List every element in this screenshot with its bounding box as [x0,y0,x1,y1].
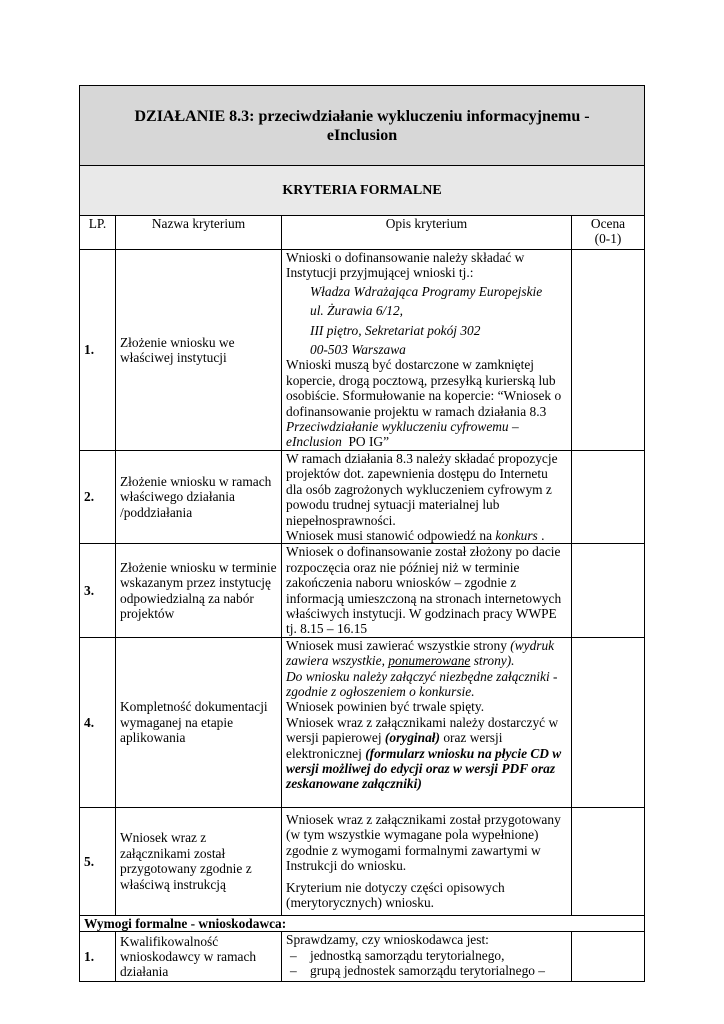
desc-italic: (wydruk zawiera wszystkie, [286,637,555,669]
score-cell[interactable] [572,637,645,807]
header-lp: LP. [80,216,116,250]
list-item [286,963,567,978]
header-row [80,216,645,250]
criterion-name: Złożenie wniosku w ramach właściwego działania /poddziałania [116,450,282,543]
desc-text: Wniosek powinien być trwale spięty. [286,699,485,715]
table-row [80,250,645,451]
criterion-description [282,544,572,637]
address-line: Władza Wdrażająca Programy Europejskie [310,283,543,299]
desc-text: Sprawdzamy, czy wnioskodawca jest: [286,932,489,948]
desc-span: . [537,527,545,543]
criterion-description [282,450,572,543]
desc-text [286,357,567,449]
desc-text: Wniosek wraz z załącznikami został przygotowany (w tym wszystkie wymagane pola wypełnione) zgodnie z wymogami formalnymi zawartymi w Instrukcji do wniosku. [286,812,561,874]
table-row [80,450,645,543]
row-number: 1. [80,250,116,451]
desc-span: Wniosek musi stanowić odpowiedź na [286,527,496,543]
header-score-line1: Ocena [590,216,626,231]
score-cell[interactable] [572,544,645,637]
header-score [572,216,645,250]
desc-span: Wniosek wraz z załącznikami należy dostarczyć w wersji papierowej [286,714,559,746]
list-item-text: grupą jednostek samorządu terytorialnego – [310,962,546,978]
section-row [80,915,645,931]
list-item-text: jednostką samorządu terytorialnego, [310,947,505,963]
criterion-description [282,807,572,915]
document-title [80,86,645,166]
criterion-description [282,637,572,807]
section-heading: KRYTERIA FORMALNE [80,166,645,216]
row-number: 5. [80,807,116,915]
row-number: 4. [80,637,116,807]
criterion-name: Kwalifikowalność wnioskodawcy w ramach działania [116,932,282,982]
table-row [80,932,645,982]
desc-text: Kryterium nie dotyczy części opisowych (merytorycznych) wniosku. [286,879,505,911]
criterion-description [282,250,572,451]
desc-text: Wnioski o dofinansowanie należy składać w Instytucji przyjmującej wnioski tj.: [286,250,525,281]
address-line: ul. Żurawia 6/12, [310,303,404,319]
desc-text [286,715,567,792]
desc-bold-italic: (oryginał) [384,730,440,746]
desc-bold-italic: (formularz wniosku na płycie CD w wersji możliwej do edycji oraz w wersji PDF oraz zeskanowane załączniki) [286,745,562,792]
bullet-dash: – [290,962,297,978]
title-line-2: eInclusion [326,126,398,144]
criterion-name: Kompletność dokumentacji wymaganej na etapie aplikowania [116,637,282,807]
score-cell[interactable] [572,250,645,451]
bullet-dash: – [290,947,297,963]
desc-span: Wnioski muszą być dostarczone w zamkniętej kopercie, drogą pocztową, przesyłką kurierską lub osobiście. Sformułowanie na kopercie: “Wniosek o dofinansowanie projektu w ramach działania 8.3 [286,357,562,419]
score-cell[interactable] [572,450,645,543]
criterion-name: Wniosek wraz z załącznikami został przygotowany zgodnie z właściwą instrukcją [116,807,282,915]
desc-text [286,638,567,669]
desc-underline: ponumerowane [388,653,471,669]
row-number: 3. [80,544,116,637]
list-item [286,948,567,963]
desc-italic: Przeciwdziałanie wykluczeniu cyfrowemu – eInclusion [286,419,519,450]
score-cell[interactable] [572,932,645,982]
desc-span: oraz wersji elektronicznej [286,730,503,761]
table-row [80,637,645,807]
row-number: 1. [80,932,116,982]
header-name: Nazwa kryterium [116,216,282,250]
desc-text: W ramach działania 8.3 należy składać propozycje projektów dot. zapewnienia dostępu do Internetu dla osób zagrożonych wykluczeniem cyfrowym z powodu trudnej sytuacji materialnej lub niepełnosprawności. [286,450,558,528]
desc-text [286,528,567,543]
section-title: Wymogi formalne - wnioskodawca: [80,915,645,931]
table-row [80,544,645,637]
address-line: III piętro, Sekretariat pokój 302 [310,322,481,338]
table-row [80,807,645,915]
criterion-description [282,932,572,982]
score-cell[interactable] [572,807,645,915]
desc-text: Wniosek o dofinansowanie został złożony po dacie rozpoczęcia oraz nie później niż w terminie zakończenia naboru wniosków – zgodnie z informacją umieszczoną na stronach internetowych właściwych instytucji. W godzinach pracy WWPE tj. 8.15 – 16.15 [286,544,562,637]
header-score-line2: (0-1) [594,231,622,247]
desc-italic: strony). [470,653,515,669]
row-number: 2. [80,450,116,543]
criterion-name: Złożenie wniosku w terminie wskazanym przez instytucję odpowiedzialną za nabór projektów [116,544,282,637]
criterion-name: Złożenie wniosku we właściwej instytucji [116,250,282,451]
desc-italic: konkurs [495,527,538,543]
desc-span: Wniosek musi zawierać wszystkie strony [286,637,511,653]
header-description: Opis kryterium [282,216,572,250]
desc-italic: Do wniosku należy załączyć niezbędne załączniki - zgodnie z ogłoszeniem o konkursie. [286,668,558,699]
title-line-1: DZIAŁANIE 8.3: przeciwdziałanie wykluczeniu informacyjnemu - [134,107,590,125]
desc-span: PO IG” [341,434,390,450]
criteria-table [79,85,645,982]
address-line: 00-503 Warszawa [310,342,406,358]
title-row [80,86,645,166]
subtitle-row [80,166,645,216]
